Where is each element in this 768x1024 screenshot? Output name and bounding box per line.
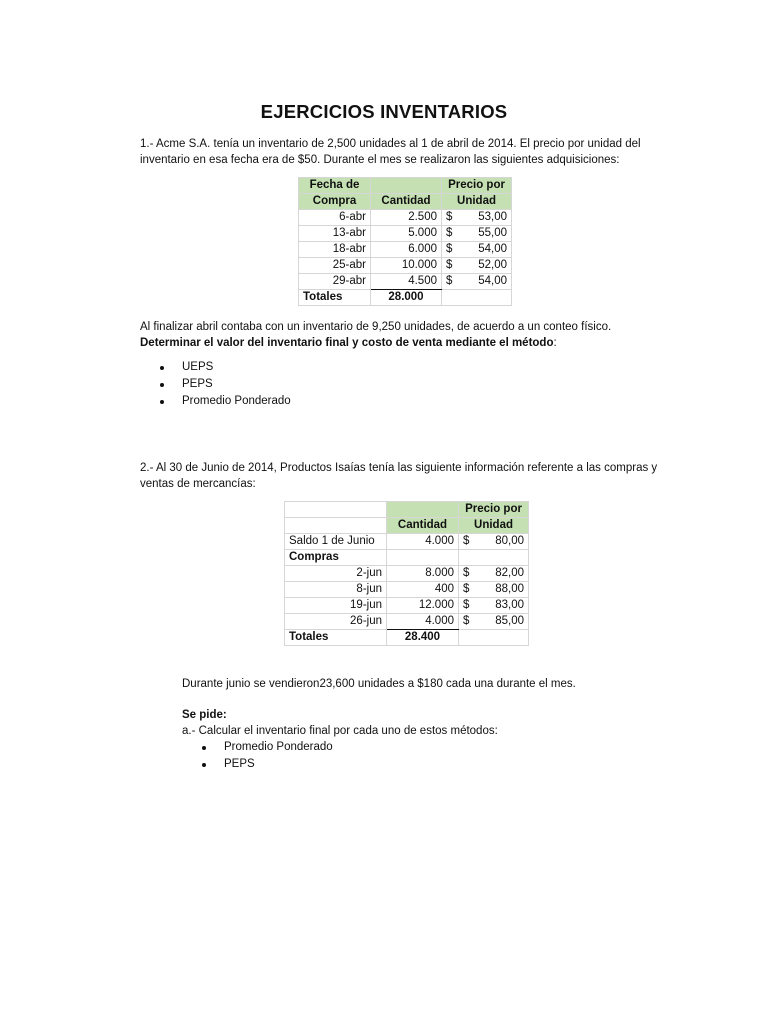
cell-precio: 83,00 — [476, 598, 529, 614]
se-pide-heading: Se pide: — [182, 709, 227, 721]
cell-precio: 88,00 — [476, 582, 529, 598]
header-compra: Compra — [299, 194, 371, 210]
cell-cantidad: 400 — [387, 582, 459, 598]
cell-precio: 80,00 — [476, 534, 529, 550]
list-item: Promedio Ponderado — [182, 739, 682, 756]
header-fecha: Fecha de — [299, 178, 371, 194]
cell-cantidad: 8.000 — [387, 566, 459, 582]
purchases-table-april — [298, 177, 512, 306]
exercise2-intro — [140, 460, 680, 492]
page-title: EJERCICIOS INVENTARIOS — [260, 101, 508, 122]
cell-moneda: $ — [442, 210, 459, 226]
total-label: Totales — [285, 630, 387, 646]
table-header-row — [299, 194, 512, 210]
table-row — [285, 566, 529, 582]
exercise1-methods — [140, 359, 680, 410]
compras-label: Compras — [285, 550, 387, 566]
table-header-row — [285, 502, 529, 518]
cell-cantidad: 12.000 — [387, 598, 459, 614]
table-row — [299, 274, 512, 290]
cell-cantidad: 4.500 — [371, 274, 442, 290]
cell-fecha: 25-abr — [299, 258, 371, 274]
table-header-row — [285, 518, 529, 534]
cell-precio: 54,00 — [459, 242, 512, 258]
exercise2-sales-line: Durante junio se vendieron23,600 unidades a $180 cada una durante el mes. — [182, 678, 576, 690]
exercise2-intro-line2: ventas de mercancías: — [140, 478, 256, 490]
table-row — [299, 242, 512, 258]
cell-fecha: 13-abr — [299, 226, 371, 242]
list-item: PEPS — [182, 756, 682, 773]
exercise1-instructions — [140, 319, 680, 351]
cell-blank — [459, 550, 529, 566]
header-blank — [371, 178, 442, 194]
exercise1-intro — [140, 136, 680, 168]
purchases-table-june — [284, 501, 529, 646]
exercise2-intro-line1: 2.- Al 30 de Junio de 2014, Productos Isaías tenía las siguiente información referente a las compras y — [140, 462, 658, 474]
cell-moneda: $ — [442, 274, 459, 290]
list-item: UEPS — [140, 359, 680, 376]
table-row — [285, 598, 529, 614]
table-row-compras — [285, 550, 529, 566]
table-header-row — [299, 178, 512, 194]
table-total-row — [299, 290, 512, 306]
cell-fecha: 6-abr — [299, 210, 371, 226]
cell-moneda: $ — [442, 258, 459, 274]
exercise2-task — [182, 707, 682, 773]
table-total-row — [285, 630, 529, 646]
total-blank — [442, 290, 512, 306]
cell-moneda: $ — [459, 598, 476, 614]
cell-moneda: $ — [442, 242, 459, 258]
list-item: Promedio Ponderado — [140, 393, 680, 410]
exercise1-intro-line1: 1.- Acme S.A. tenía un inventario de 2,500 unidades al 1 de abril de 2014. El precio por unidad del — [140, 138, 641, 150]
total-label: Totales — [299, 290, 371, 306]
table-row-saldo — [285, 534, 529, 550]
exercise1-intro-line2: inventario en esa fecha era de $50. Durante el mes se realizaron las siguientes adquisiciones: — [140, 154, 620, 166]
cell-fecha: 29-abr — [299, 274, 371, 290]
header-cantidad: Cantidad — [387, 518, 459, 534]
header-precio: Precio por — [442, 178, 512, 194]
table-row — [299, 258, 512, 274]
table-row — [285, 582, 529, 598]
cell-precio: 54,00 — [459, 274, 512, 290]
cell-moneda: $ — [459, 534, 476, 550]
table-row — [299, 226, 512, 242]
cell-fecha: 2-jun — [285, 566, 387, 582]
saldo-label: Saldo 1 de Junio — [285, 534, 387, 550]
table-row — [299, 210, 512, 226]
cell-fecha: 19-jun — [285, 598, 387, 614]
exercise1-task-line — [140, 335, 680, 351]
exercise1-task-colon: : — [553, 337, 557, 349]
exercise1-count-line: Al finalizar abril contaba con un inventario de 9,250 unidades, de acuerdo a un conteo físico. — [140, 321, 612, 333]
header-cantidad: Cantidad — [371, 194, 442, 210]
cell-moneda: $ — [442, 226, 459, 242]
cell-precio: 53,00 — [459, 210, 512, 226]
exercise1-task-text: Determinar el valor del inventario final y costo de venta mediante el método — [140, 337, 554, 349]
header-blank — [285, 502, 387, 518]
total-blank — [459, 630, 529, 646]
cell-cantidad: 4.000 — [387, 614, 459, 630]
cell-cantidad: 10.000 — [371, 258, 442, 274]
cell-precio: 52,00 — [459, 258, 512, 274]
header-blank — [387, 502, 459, 518]
total-cantidad: 28.000 — [371, 290, 442, 306]
header-unidad: Unidad — [459, 518, 529, 534]
exercise2-sales — [182, 676, 682, 692]
cell-blank — [387, 550, 459, 566]
cell-cantidad: 4.000 — [387, 534, 459, 550]
cell-moneda: $ — [459, 614, 476, 630]
list-item: PEPS — [140, 376, 680, 393]
total-cantidad: 28.400 — [387, 630, 459, 646]
exercise2-task-a: a.- Calcular el inventario final por cada uno de estos métodos: — [182, 725, 498, 737]
cell-moneda: $ — [459, 582, 476, 598]
header-blank — [285, 518, 387, 534]
header-precio: Precio por — [459, 502, 529, 518]
cell-cantidad: 2.500 — [371, 210, 442, 226]
cell-precio: 82,00 — [476, 566, 529, 582]
cell-fecha: 18-abr — [299, 242, 371, 258]
cell-cantidad: 6.000 — [371, 242, 442, 258]
cell-cantidad: 5.000 — [371, 226, 442, 242]
cell-fecha: 8-jun — [285, 582, 387, 598]
cell-precio: 85,00 — [476, 614, 529, 630]
cell-fecha: 26-jun — [285, 614, 387, 630]
table-row — [285, 614, 529, 630]
header-unidad: Unidad — [442, 194, 512, 210]
cell-precio: 55,00 — [459, 226, 512, 242]
cell-moneda: $ — [459, 566, 476, 582]
